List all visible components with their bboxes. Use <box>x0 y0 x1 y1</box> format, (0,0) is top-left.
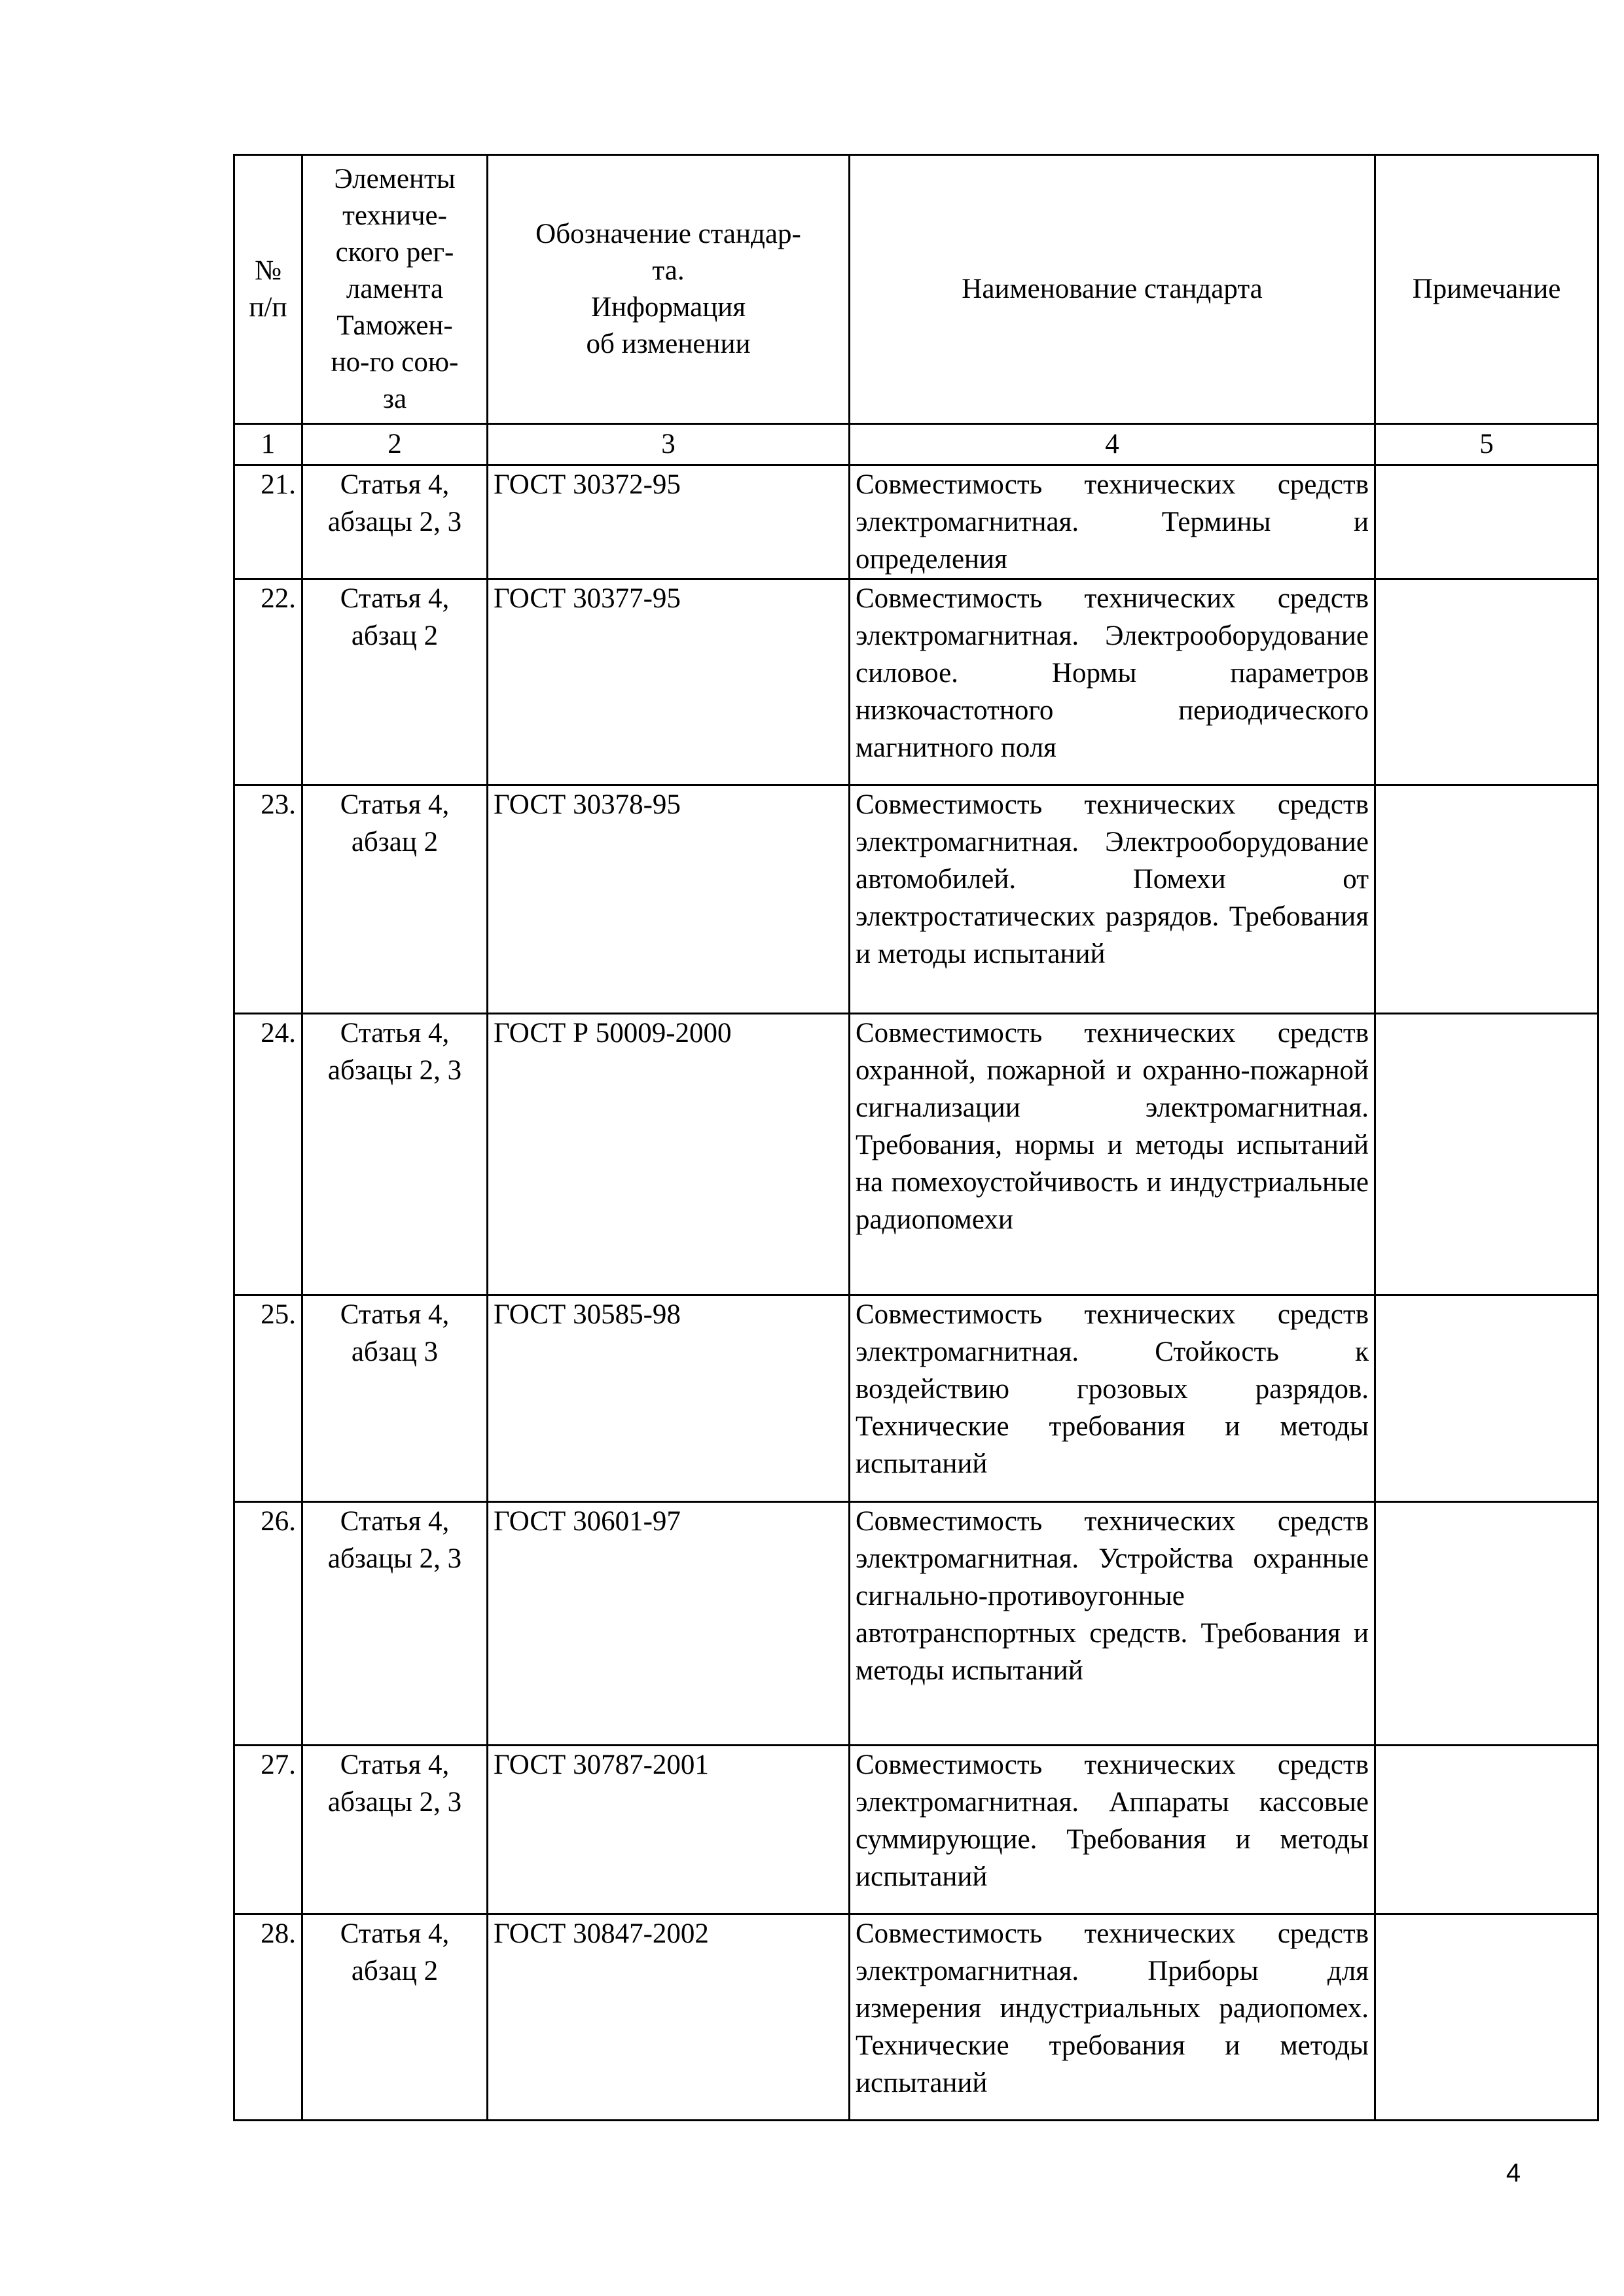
standard-name: Совместимость технических средств электромагнитная. Электрооборудование силовое. Нормы параметров низкочастотного периодического магнитного поля <box>850 579 1375 785</box>
column-number: 1 <box>234 424 302 465</box>
standard-name: Совместимость технических средств охранной, пожарной и охранно-пожарной сигнализации электромагнитная. Требования, нормы и методы испытаний на помехоустойчивость и индустриальные радиопомехи <box>850 1014 1375 1295</box>
standard-designation: ГОСТ 30847-2002 <box>488 1914 850 2121</box>
note-cell <box>1375 1295 1598 1502</box>
header-note: Примечание <box>1375 155 1598 424</box>
note-cell <box>1375 579 1598 785</box>
header-num: № п/п <box>234 155 302 424</box>
note-cell <box>1375 785 1598 1014</box>
standard-name: Совместимость технических средств электромагнитная. Аппараты кассовые суммирующие. Требования и методы испытаний <box>850 1746 1375 1914</box>
standards-table <box>233 154 1599 2121</box>
regulation-elements: Статья 4, абзацы 2, 3 <box>302 1014 488 1295</box>
column-number: 2 <box>302 424 488 465</box>
table-row <box>234 465 1598 579</box>
header-designation: Обозначение стандар- та. Информация об изменении <box>488 155 850 424</box>
row-number: 27. <box>234 1746 302 1914</box>
regulation-elements: Статья 4, абзац 2 <box>302 1914 488 2121</box>
header-elements: Элементы техниче- ского рег- ламента Таможен- но-го сою- за <box>302 155 488 424</box>
column-number: 3 <box>488 424 850 465</box>
row-number: 22. <box>234 579 302 785</box>
row-number: 28. <box>234 1914 302 2121</box>
column-number: 5 <box>1375 424 1598 465</box>
regulation-elements: Статья 4, абзац 2 <box>302 579 488 785</box>
table-row <box>234 1746 1598 1914</box>
header-name: Наименование стандарта <box>850 155 1375 424</box>
row-number: 21. <box>234 465 302 579</box>
standard-designation: ГОСТ 30378-95 <box>488 785 850 1014</box>
header-row <box>234 155 1598 424</box>
standard-designation: ГОСТ 30377-95 <box>488 579 850 785</box>
standard-designation: ГОСТ 30585-98 <box>488 1295 850 1502</box>
standard-designation: ГОСТ Р 50009-2000 <box>488 1014 850 1295</box>
standard-name: Совместимость технических средств электромагнитная. Устройства охранные сигнально-противоугонные автотранспортных средств. Требования и методы испытаний <box>850 1502 1375 1746</box>
standard-name: Совместимость технических средств электромагнитная. Приборы для измерения индустриальных радиопомех. Технические требования и методы испытаний <box>850 1914 1375 2121</box>
row-number: 25. <box>234 1295 302 1502</box>
standard-name: Совместимость технических средств электромагнитная. Стойкость к воздействию грозовых разрядов. Технические требования и методы испытаний <box>850 1295 1375 1502</box>
row-number: 26. <box>234 1502 302 1746</box>
note-cell <box>1375 1746 1598 1914</box>
regulation-elements: Статья 4, абзац 3 <box>302 1295 488 1502</box>
standard-name: Совместимость технических средств электромагнитная. Электрооборудование автомобилей. Помехи от электростатических разрядов. Требования и методы испытаний <box>850 785 1375 1014</box>
table-row <box>234 579 1598 785</box>
note-cell <box>1375 465 1598 579</box>
regulation-elements: Статья 4, абзацы 2, 3 <box>302 1502 488 1746</box>
table-row <box>234 1295 1598 1502</box>
note-cell <box>1375 1014 1598 1295</box>
note-cell <box>1375 1502 1598 1746</box>
table-row <box>234 1914 1598 2121</box>
regulation-elements: Статья 4, абзацы 2, 3 <box>302 465 488 579</box>
standard-name: Совместимость технических средств электромагнитная. Термины и определения <box>850 465 1375 579</box>
note-cell <box>1375 1914 1598 2121</box>
table-row <box>234 1502 1598 1746</box>
regulation-elements: Статья 4, абзацы 2, 3 <box>302 1746 488 1914</box>
standard-designation: ГОСТ 30787-2001 <box>488 1746 850 1914</box>
table-row <box>234 1014 1598 1295</box>
row-number: 23. <box>234 785 302 1014</box>
standard-designation: ГОСТ 30601-97 <box>488 1502 850 1746</box>
table-row <box>234 785 1598 1014</box>
page-number: 4 <box>1506 2159 1521 2187</box>
standard-designation: ГОСТ 30372-95 <box>488 465 850 579</box>
row-number: 24. <box>234 1014 302 1295</box>
column-number-row <box>234 424 1598 465</box>
column-number: 4 <box>850 424 1375 465</box>
regulation-elements: Статья 4, абзац 2 <box>302 785 488 1014</box>
